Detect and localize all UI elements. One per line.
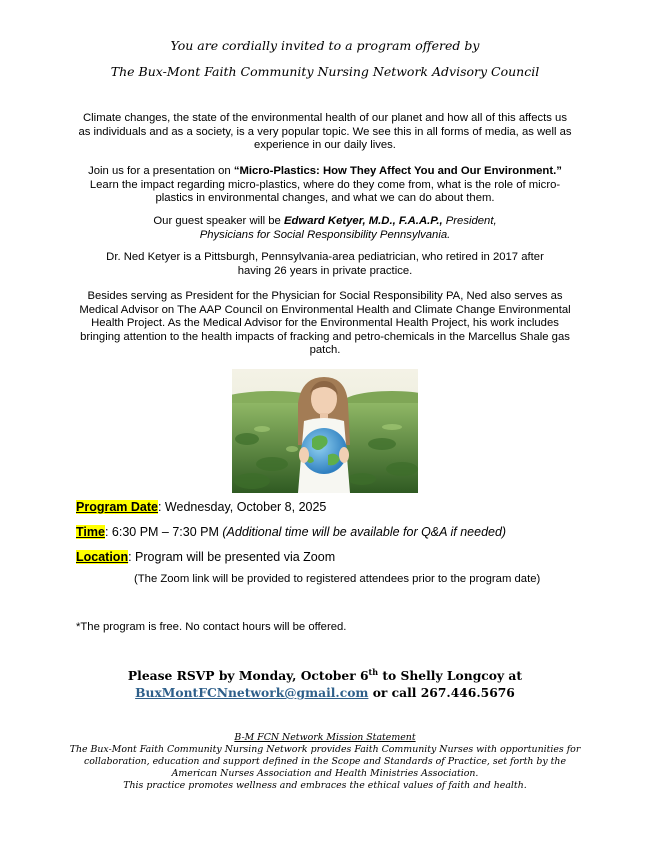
rsvp-line-1 [0,667,650,683]
speaker-bio-line-2: having 26 years in private practice. [237,264,413,277]
mission-line-3: American Nurses Association and Health Ministries Association. [171,768,479,779]
program-location [76,550,335,564]
invitation-line-2: The Bux-Mont Faith Community Nursing Network Advisory Council [110,64,540,79]
mission-line-1: The Bux-Mont Faith Community Nursing Network provides Faith Community Nurses with opportunities for [69,744,581,755]
speaker-roles-paragraph: Besides serving as President for the Physician for Social Responsibility PA, Ned also serves as Medical Advisor on The AAP Council on Environmental Health and Climate Change Environmental Health Project. As the Medical Advisor for the Environmental Health Project, his work includes bringing attention to the health impacts of fracking and petro-chemicals in the Marcellus Shale gas patch. [79,290,571,357]
zoom-link-note: (The Zoom link will be provided to registered attendees prior to the program date) [134,573,541,585]
child-holding-globe-photo [232,369,418,493]
speaker-bio-line-1: Dr. Ned Ketyer is a Pittsburgh, Pennsylvania-area pediatrician, who retired in 2017 after [106,251,544,263]
rsvp-line-2 [0,685,650,700]
mission-title: B-M FCN Network Mission Statement [234,732,416,743]
speaker-paragraph [76,215,574,242]
speaker-intro: Our guest speaker will be [153,215,284,227]
presentation-intro: Join us for a presentation on [88,165,234,177]
program-date-label: Program Date [76,500,158,514]
free-program-note: *The program is free. No contact hours will be offered. [76,621,347,633]
speaker-bio-paragraph [76,251,574,278]
rsvp-email-link[interactable]: BuxMontFCNnetwork@gmail.com [135,685,369,700]
presentation-title: “Micro-Plastics: How They Affect You and Our Environment.” [233,165,562,177]
program-date [76,500,326,514]
program-time [76,525,506,539]
invitation-line-1: You are cordially invited to a program offered by [170,38,480,53]
mission-line-4: This practice promotes wellness and embraces the ethical values of faith and health. [123,780,527,791]
presentation-description: Learn the impact regarding micro-plastics, where do they come from, what is the role of micro-plastics in environmental changes, and what we can do about them. [89,178,561,205]
program-time-note: (Additional time will be available for Q&A if needed) [222,525,507,539]
program-location-value: : Program will be presented via Zoom [128,550,336,564]
rsvp-phone: or call 267.446.5676 [368,685,515,700]
speaker-role: President, [442,215,497,227]
intro-paragraph: Climate changes, the state of the environmental health of our planet and how all of this affects us as individuals and as a society, is a very popular topic. We see this in all forms of media, as well as experience in our daily lives. [78,112,572,152]
rsvp-date-suffix: th [368,667,379,677]
program-location-label: Location [76,550,129,564]
speaker-organization: Physicians for Social Responsibility Pennsylvania. [199,228,451,241]
presentation-paragraph [76,165,574,206]
program-time-label: Time [76,525,105,539]
rsvp-contact-name: to Shelly Longcoy at [378,668,523,684]
rsvp-deadline: Please RSVP by Monday, October 6 [127,668,369,684]
mission-statement [40,744,610,792]
speaker-name: Edward Ketyer, M.D., F.A.A.P., [283,215,443,227]
mission-line-2: collaboration, education and support defined in the Scope and Standards of Practice, set forth by the [83,756,567,767]
program-time-value: : 6:30 PM – 7:30 PM [104,525,223,539]
program-date-value: : Wednesday, October 8, 2025 [157,500,327,514]
